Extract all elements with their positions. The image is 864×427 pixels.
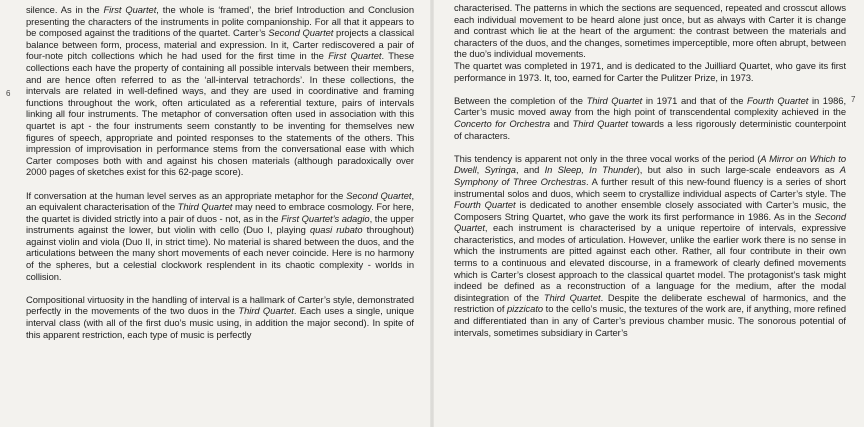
text-run: , each instrument is characterised by a unique repertoire of intervals, expressive characteristics, and modes of articulation. However, unlike the earlier work there is no sense in which the instruments are pitted against each other. Rather, all four contribute in their own terms to a continuous and elevated discourse, in a framework of clearly defined movements which is Carter’s closest approach to the classical quartet model. The protagonist’s task might indeed be defined as a reconstruction of a language for the medium, after the modal disintegration of the bbox=[454, 222, 846, 303]
paragraph bbox=[454, 2, 846, 60]
text-run: , the whole is ‘framed’, the brief Introduction and Conclusion presenting the characters of the instruments in polite companionship. For all that it appears to be composed against the traditions of the quartet. Carter’s bbox=[26, 4, 414, 39]
text-run: in 1971 and that of the bbox=[642, 94, 747, 106]
paragraph bbox=[26, 190, 414, 283]
italic-run: Second Quartet bbox=[346, 189, 412, 201]
paragraph-gap bbox=[26, 178, 414, 190]
text-run: silence. As in the bbox=[26, 4, 104, 15]
text-run: may need to embrace cosmology. For here, the quartet is divided strictly into a pair of duos - not, as in the bbox=[26, 201, 414, 224]
italic-run: First Quartet’s adagio bbox=[281, 212, 370, 224]
text-run: ), but also in such large-scale endeavors as bbox=[636, 164, 840, 176]
text-run: The quartet was completed in 1971, and is dedicated to the Juilliard Quartet, who gave its first performance in 1973. It, too, earned for Carter the Pulitzer Prize, in 1973. bbox=[454, 59, 846, 83]
italic-run: Fourth Quartet bbox=[454, 199, 516, 211]
text-run: , bbox=[476, 164, 485, 176]
italic-run: First Quartet bbox=[103, 4, 157, 15]
right-page bbox=[432, 0, 864, 427]
right-text-column bbox=[454, 2, 846, 338]
left-text-column bbox=[26, 4, 414, 340]
text-run: . Each uses a single, unique interval class (with all of the first duo’s music using, in addition the major second). In spite of this apparent restriction, each type of music is perfectly bbox=[26, 305, 414, 340]
text-run: Between the completion of the bbox=[454, 94, 587, 106]
paragraph-gap bbox=[454, 83, 846, 95]
text-run: . These collections each have the property of containing all possible intervals between their members, and are hence often referred to as the ‘all-interval tetrachords’. In these collections, the intervals are related in well-defined ways, and they are used in coordinative and framing functions throughout the work, often articulated as a referential texture, pairs of intervals linking all four instruments. The metaphor of conversation often used in association with this quartet is apt - the four instruments seem constantly to be inventing for themselves new figures of speech, appropriate and pointed responses to the statements of the others. This impression of improvisation in performance stems from the conversational ease with which Carter composes both with and against his chosen materials (although paradoxically over 2000 pages of sketches exist for this 62-page score). bbox=[26, 50, 414, 178]
italic-run: Syringa bbox=[484, 164, 516, 176]
text-run: , the upper instruments against the lower, but violin with cello (Duo I, playing bbox=[26, 212, 414, 236]
page-number-left: 6 bbox=[6, 89, 11, 98]
paragraph bbox=[26, 4, 414, 178]
text-run: This tendency is apparent not only in the three vocal works of the period ( bbox=[454, 152, 761, 164]
italic-run: First Quartet bbox=[328, 50, 382, 62]
paragraph bbox=[454, 60, 846, 83]
italic-run: Third Quartet bbox=[572, 117, 628, 129]
italic-run: Third Quartet bbox=[177, 201, 233, 213]
text-run: throughout) against violin and viola (Duo II, in strict time). No material is shared between the duos, and the articulations between the many short movements of each never coincide. Here is no harmony of the spheres, but a celestial clockwork resplendent in its chaotic complexity - worlds in collision. bbox=[26, 224, 414, 282]
text-run: characterised. The patterns in which the sections are sequenced, repeated and crosscut allows each individual movement to be heard alone just once, but as always with Carter it is change and contrast which lie at the heart of the argument: the contrast between the materials and characters of the duos, and the changes, sometimes imperceptible, more often abrupt, between the duo’s individual movements. bbox=[454, 2, 846, 60]
text-run: is dedicated to another ensemble closely associated with Carter’s music, the Composers String Quartet, who gave the work its first performance in 1986. As in the bbox=[454, 199, 847, 222]
italic-run: quasi rubato bbox=[309, 224, 363, 236]
text-run: to the cello’s music, the textures of the work are, if anything, more refined and differentiated than in any of Carter’s previous chamber music. The sonorous potential of intervals, sometimes subsidiary in Carter’s bbox=[454, 303, 847, 338]
italic-run: Second Quartet bbox=[454, 210, 846, 234]
italic-run: Concerto for Orchestra bbox=[454, 117, 551, 129]
paragraph-gap bbox=[454, 141, 846, 153]
text-run: . Despite the deliberate eschewal of harmonics, and the restriction of bbox=[454, 291, 846, 315]
text-run: . A further result of this new-found fluency is a series of short instrumental solos and duos, which seem to crystallize individual aspects of Carter’s style. The bbox=[454, 175, 846, 199]
italic-run: Third Quartet bbox=[586, 94, 643, 106]
paragraph bbox=[454, 153, 846, 339]
text-run: Compositional virtuosity in the handling of interval is a hallmark of Carter’s style, demonstrated perfectly in the movements of the two duos in the bbox=[26, 293, 414, 317]
paragraph-gap bbox=[26, 282, 414, 294]
italic-run: Third Quartet bbox=[238, 305, 294, 317]
text-run: , an equivalent characterisation of the bbox=[26, 189, 415, 213]
italic-run: Fourth Quartet bbox=[747, 94, 809, 106]
text-run: towards a less rigorously deterministic counterpoint of characters. bbox=[454, 117, 846, 141]
text-run: , and bbox=[515, 164, 545, 176]
italic-run: Second Quartet bbox=[268, 27, 334, 39]
italic-run: A Symphony of Three Orchestras bbox=[454, 164, 846, 187]
text-run: projects a classical balance between form, process, material and expression. In it, Carter rediscovered a pair of four-note pitch collections which he had used for the first time in the bbox=[26, 27, 415, 62]
italic-run: pizzicato bbox=[507, 303, 544, 315]
text-run: and bbox=[550, 117, 573, 129]
paragraph bbox=[26, 294, 414, 340]
page-number-right: 7 bbox=[851, 95, 856, 104]
text-run: in 1986, Carter’s music moved away from the high point of transcendental complexity achieved in the bbox=[454, 94, 846, 118]
paragraph bbox=[454, 95, 846, 141]
italic-run: A Mirror on Which to Dwell bbox=[454, 152, 846, 176]
text-run: If conversation at the human level serves as an appropriate metaphor for the bbox=[26, 189, 347, 201]
italic-run: In Sleep, In Thunder bbox=[544, 164, 637, 176]
italic-run: Third Quartet bbox=[543, 291, 601, 303]
